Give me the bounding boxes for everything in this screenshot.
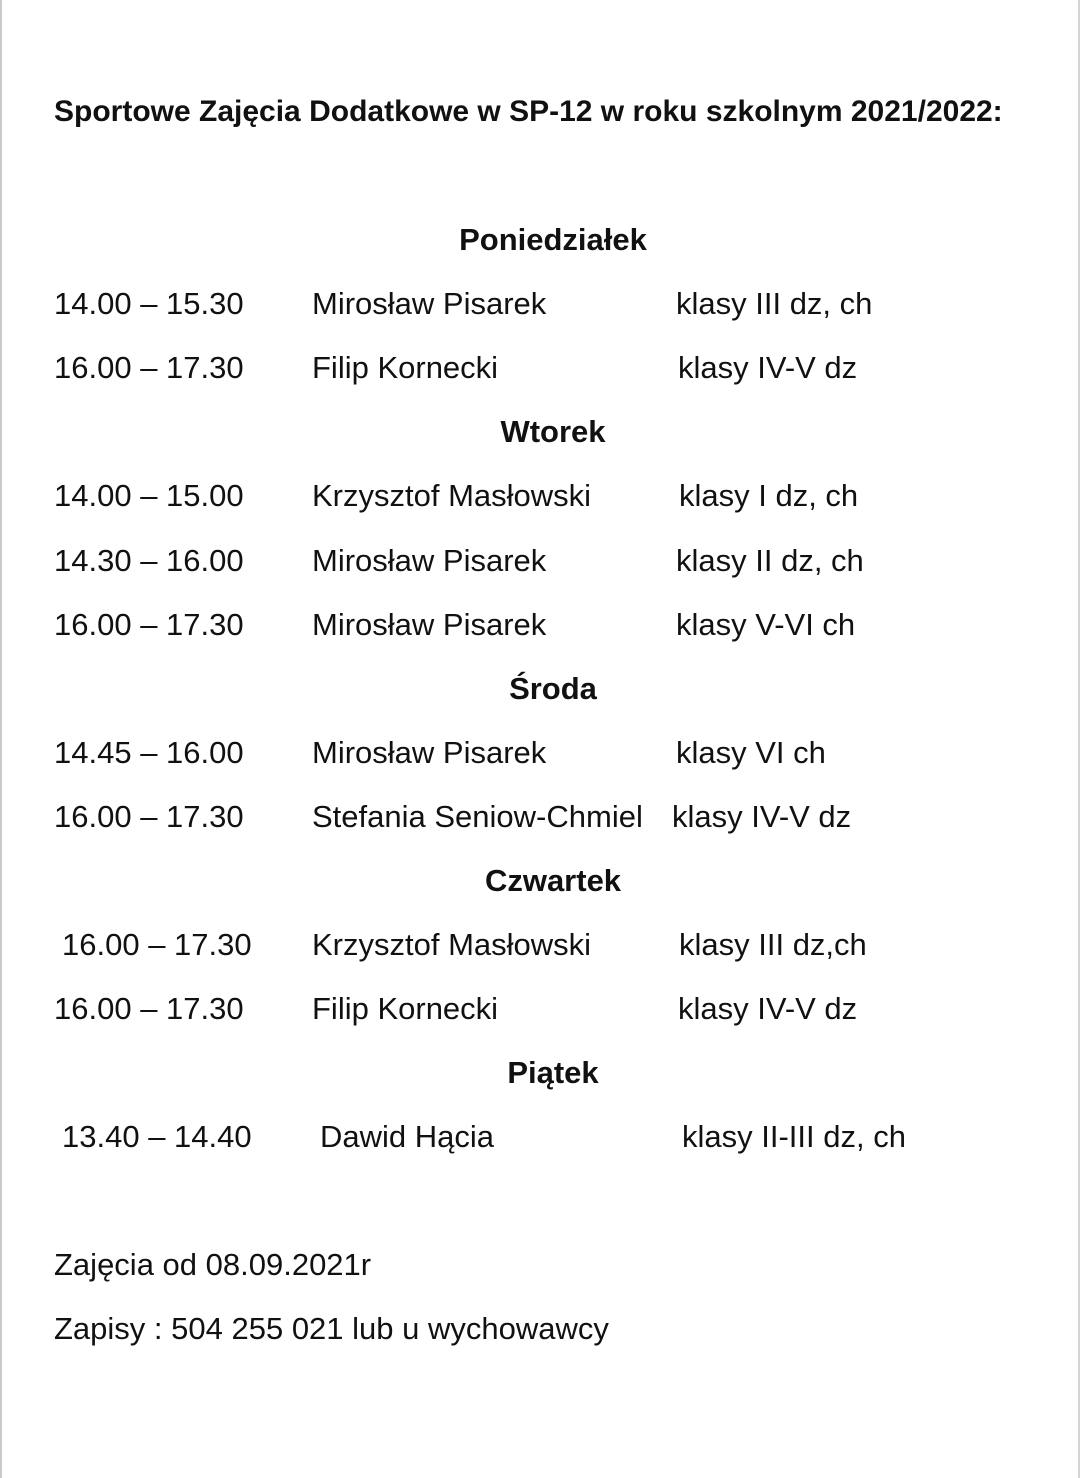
classes-cell: klasy III dz, ch bbox=[676, 286, 873, 321]
classes-cell: klasy V-VI ch bbox=[676, 607, 856, 642]
schedule-row bbox=[0, 795, 1080, 839]
time-cell: 16.00 – 17.30 bbox=[62, 927, 252, 962]
classes-cell: klasy IV-V dz bbox=[678, 350, 858, 385]
teacher-cell: Mirosław Pisarek bbox=[312, 735, 547, 770]
time-cell: 14.00 – 15.30 bbox=[54, 286, 244, 321]
classes-cell: klasy IV-V dz bbox=[672, 799, 852, 834]
time-cell: 13.40 – 14.40 bbox=[62, 1119, 252, 1154]
day-heading-friday: Piątek bbox=[507, 1055, 599, 1090]
schedule-row bbox=[0, 1115, 1080, 1159]
teacher-cell: Krzysztof Masłowski bbox=[312, 478, 592, 513]
classes-cell: klasy II-III dz, ch bbox=[682, 1119, 906, 1154]
time-cell: 16.00 – 17.30 bbox=[54, 350, 244, 385]
schedule-row bbox=[0, 282, 1080, 326]
schedule-row bbox=[0, 539, 1080, 583]
teacher-cell: Stefania Seniow-Chmiel bbox=[312, 799, 643, 834]
schedule-row bbox=[0, 603, 1080, 647]
teacher-cell: Krzysztof Masłowski bbox=[312, 927, 592, 962]
classes-cell: klasy II dz, ch bbox=[676, 543, 864, 578]
teacher-cell: Filip Kornecki bbox=[312, 991, 499, 1026]
teacher-cell: Dawid Hącia bbox=[320, 1119, 495, 1154]
time-cell: 14.30 – 16.00 bbox=[54, 543, 244, 578]
day-heading-wednesday: Środa bbox=[509, 671, 597, 706]
time-cell: 16.00 – 17.30 bbox=[54, 991, 244, 1026]
start-date-note: Zajęcia od 08.09.2021r bbox=[54, 1247, 372, 1282]
time-cell: 14.45 – 16.00 bbox=[54, 735, 244, 770]
day-heading-tuesday: Wtorek bbox=[500, 414, 606, 449]
schedule-row bbox=[0, 474, 1080, 518]
time-cell: 16.00 – 17.30 bbox=[54, 799, 244, 834]
schedule-row bbox=[0, 731, 1080, 775]
day-heading-thursday: Czwartek bbox=[484, 863, 622, 898]
time-cell: 16.00 – 17.30 bbox=[54, 607, 244, 642]
page-title: Sportowe Zajęcia Dodatkowe w SP-12 w roku szkolnym 2021/2022: bbox=[54, 95, 1003, 128]
teacher-cell: Filip Kornecki bbox=[312, 350, 499, 385]
teacher-cell: Mirosław Pisarek bbox=[312, 607, 547, 642]
classes-cell: klasy VI ch bbox=[676, 735, 826, 770]
schedule-row bbox=[0, 923, 1080, 967]
teacher-cell: Mirosław Pisarek bbox=[312, 543, 547, 578]
classes-cell: klasy III dz,ch bbox=[679, 927, 867, 962]
signup-note: Zapisy : 504 255 021 lub u wychowawcy bbox=[54, 1311, 609, 1346]
classes-cell: klasy I dz, ch bbox=[679, 478, 859, 513]
teacher-cell: Mirosław Pisarek bbox=[312, 286, 547, 321]
day-heading-monday: Poniedziałek bbox=[459, 222, 647, 257]
time-cell: 14.00 – 15.00 bbox=[54, 478, 244, 513]
classes-cell: klasy IV-V dz bbox=[678, 991, 858, 1026]
schedule-row bbox=[0, 987, 1080, 1031]
schedule-row bbox=[0, 346, 1080, 390]
